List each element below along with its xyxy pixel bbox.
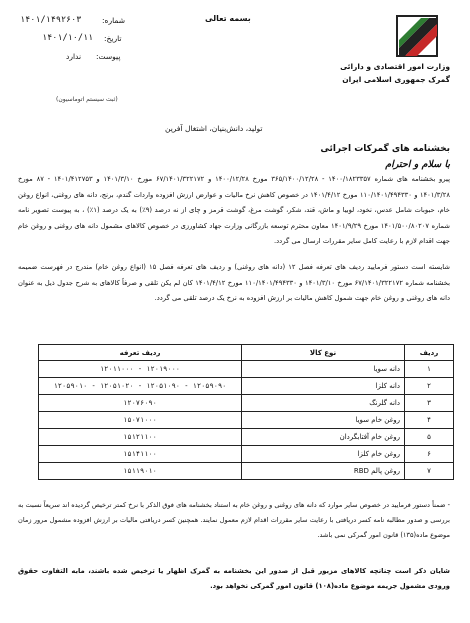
date-value: ۱۴۰۱/۱۰/۱۱ [42, 33, 94, 43]
table-row [39, 429, 454, 446]
row-number: ۶ [405, 446, 454, 463]
attachment-label: پیوست: [96, 52, 121, 61]
paragraph-1: پیرو بخشنامه های شماره ۱۴۰۰/۱۸۲۳۳۵۷ - ۳۶۵/۱۴۰۰/۱۲/۲۸ مورخ ۱۴۰۰/۱۲/۲۸ و ۶۷/۱۴۰۱/۳۲۲۱۷۲ مورخ ۱۴۰۱/۳/۱۰ و ۱۴۰۱/۴۱۲۷۵۳ - ۸۷ مورخ ۱۴۰۱/۳/۲۸ و ۱۱۰/۱۴۰۱/۴۹۴۳۳۰ مورخ ۱۴۰۱/۴/۱۲ در خصوص کاهش نرخ مالیات و عوارض ارزش افزوده واردات گندم، برنج، دانه های روغنی، انواع روغن خام، حبوبات شامل عدس، نخود، لوبیا و ماش، قند، شکر، گوشت مرغ، گوشت قرمز و چای از نه درصد (۹٪) به یک درصد (۱٪) ، به پیوست تصویر نامه شماره ۱۴۰۱/۵۰۰/۸۰۲۰۷ مورخ ۱۴۰۱/۹/۲۹ معاون محترم توسعه بازرگانی وزارت جهاد کشاورزی در خصوص کالاهای مشمول دانه های روغنی و روغن خام جهت اقدام لازم با رعایت کامل سایر مقررات ارسال می گردد. [18, 175, 450, 245]
row-number: ۷ [405, 463, 454, 480]
row-number: ۲ [405, 378, 454, 395]
addressee-heading: بخشنامه های گمرکات اجرائی [320, 144, 450, 154]
tariff-code: ۱۲۰۵۹۰۱۰ - ۱۲۰۵۱۰۲۰ - ۱۲۰۵۱۰۹۰ - ۱۲۰۵۹۰۹۰ [39, 378, 242, 395]
ministry-name: وزارت امور اقتصادی و دارائی [340, 62, 450, 71]
commodity-name: دانه کلزا [242, 378, 405, 395]
table-row [39, 446, 454, 463]
bismillah-text: بسمه تعالی [205, 14, 251, 23]
tariff-code: ۱۲۰۱۱۰۰۰ - ۱۲۰۱۹۰۰۰ [39, 361, 242, 378]
commodity-name: روغن خام آفتابگردان [242, 429, 405, 446]
table-row [39, 412, 454, 429]
row-number: ۳ [405, 395, 454, 412]
tariff-code: ۱۵۱۲۱۱۰۰ [39, 429, 242, 446]
commodity-name: روغن خام سویا [242, 412, 405, 429]
row-number: ۵ [405, 429, 454, 446]
system-note: (ثبت سیستم اتوماسیون) [56, 96, 118, 103]
header-tariff: ردیف تعرفه [39, 345, 242, 361]
header-commodity: نوع کالا [242, 345, 405, 361]
customs-logo [395, 14, 439, 58]
paragraph-3: - ضمناً دستور فرمایید در خصوص سایر موارد که دانه های روغنی و روغن خام به استناد بخشنامه های فوق الذکر با نرخ کمتر ترخیص گردیده اند سریعاً نسبت به بررسی و صدور مطالبه نامه کسر دریافتی با رعایت سایر مقررات اقدام لازم معمول نمایند. همچنین کسر دریافتی مالیات بر ارزش افزوده مشمول مرور زمان موضوع ماده(۱۳۵) قانون امور گمرکی نمی باشد. [18, 501, 450, 539]
slogan-line: تولید، دانش‌بنیان، اشتغال آفرین [165, 124, 263, 133]
row-number: ۴ [405, 412, 454, 429]
tariff-code: ۱۵۱۱۹۰۱۰ [39, 463, 242, 480]
tariff-code: ۱۵۱۴۱۱۰۰ [39, 446, 242, 463]
attachment-value: ندارد [66, 52, 82, 61]
date-label: تاریخ: [104, 34, 122, 43]
greeting-text: با سلام و احترام [385, 159, 450, 170]
table-header-row [39, 345, 454, 361]
row-number: ۱ [405, 361, 454, 378]
commodity-name: دانه سویا [242, 361, 405, 378]
tariff-code: ۱۵۰۷۱۰۰۰ [39, 412, 242, 429]
commodity-name: روغن پالم RBD [242, 463, 405, 480]
table-row [39, 395, 454, 412]
customs-name: گمرک جمهوری اسلامی ایران [342, 75, 450, 84]
table-row [39, 378, 454, 395]
commodity-name: دانه گلرنگ [242, 395, 405, 412]
table-row [39, 361, 454, 378]
commodity-name: روغن خام کلزا [242, 446, 405, 463]
commodity-table [38, 344, 454, 480]
closing-note: شایان ذکر است چنانچه کالاهای مزبور قبل از صدور این بخشنامه به گمرک اظهار یا ترخیص شده باشند، مابه التفاوت حقوق ورودی مشمول جریمه موضوع ماده(۱۰۸) قانون امور گمرکی نخواهد بود. [18, 567, 450, 590]
header-row-number: ردیف [405, 345, 454, 361]
table-row [39, 463, 454, 480]
number-value: ۱۴۰۱/۱۴۹۲۶۰۳ [20, 15, 82, 25]
paragraph-2: شایسته است دستور فرمایید ردیف های تعرفه فصل ۱۲ (دانه های روغنی) و ردیف های تعرفه فصل ۱۵ (انواع روغن خام) مندرج در فهرست ضمیمه بخشنامه شماره ۶۷/۱۴۰۱/۳۲۲۱۷۲ مورخ ۱۴۰۱/۳/۱۰ و ۱۱۰/۱۴۰۱/۴۹۴۳۳۰ مورخ ۱۴۰۱/۴/۱۲ کان لم یکن تلقی و صرفاً کالاهای به شرح جدول ذیل به عنوان دانه های روغنی و روغن خام جهت شمول کاهش مالیات بر ارزش افزوده به نرخ یک درصد تلقی می گردد. [18, 263, 450, 302]
number-label: شماره: [102, 16, 125, 25]
tariff-code: ۱۲۰۷۶۰۹۰ [39, 395, 242, 412]
